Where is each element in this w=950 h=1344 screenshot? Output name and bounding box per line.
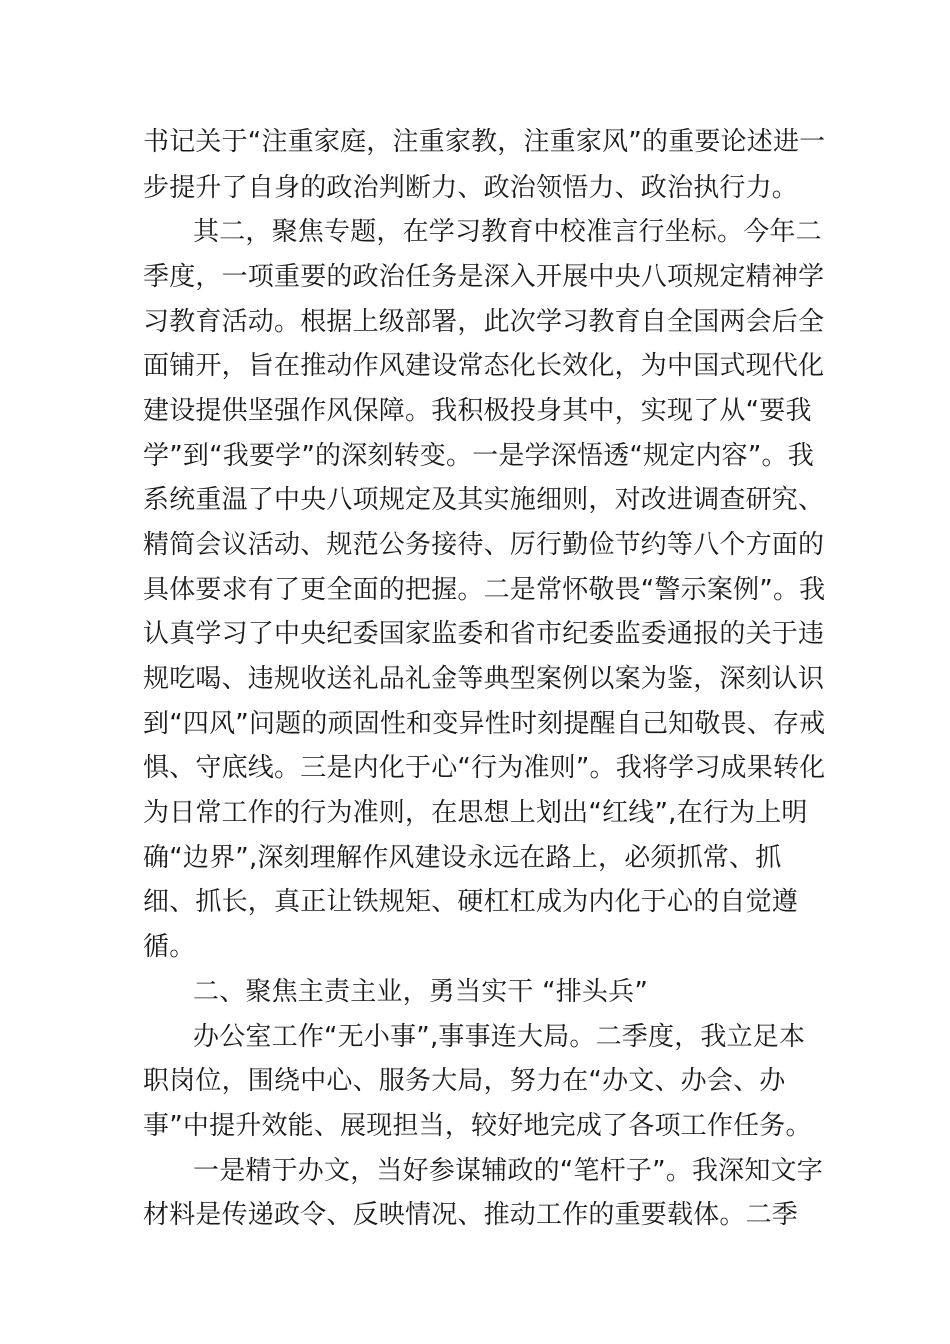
paragraph-start-line: 一是精于办文，当好参谋辅政的“笔杆子”。我深知文字 <box>193 1156 823 1186</box>
text-line: 为日常工作的行为准则，在思想上划出“红线”,在行为上明 <box>143 798 808 828</box>
text-line: 认真学习了中央纪委国家监委和省市纪委监委通报的关于违 <box>143 619 825 649</box>
text-line: 循。 <box>143 932 196 962</box>
paragraph-start-line: 办公室工作“无小事”,事事连大局。二季度，我立足本 <box>193 1022 806 1052</box>
text-line: 具体要求有了更全面的把握。二是常怀敬畏“警示案例”。我 <box>143 575 826 605</box>
text-line: 建设提供坚强作风保障。我积极投身其中，实现了从“要我 <box>143 396 812 426</box>
text-line: 惧、守底线。三是内化于心“行为准则”。我将学习成果转化 <box>143 753 826 783</box>
text-line: 职岗位，围绕中心、服务大局，努力在“办文、办会、办 <box>143 1066 786 1096</box>
text-line: 确“边界”,深刻理解作风建设永远在路上，必须抓常、抓 <box>143 843 782 873</box>
text-line: 系统重温了中央八项规定及其实施细则，对改进调查研究、 <box>143 485 825 515</box>
text-line: 习教育活动。根据上级部署，此次学习教育自全国两会后全 <box>143 307 825 337</box>
text-line: 面铺开，旨在推动作风建设常态化长效化，为中国式现代化 <box>143 351 825 381</box>
text-line: 到“四风”问题的顽固性和变异性时刻提醒自己知敬畏、存戒 <box>143 709 826 739</box>
text-line: 季度，一项重要的政治任务是深入开展中央八项规定精神学 <box>143 262 825 292</box>
text-line: 材料是传递政令、反映情况、推动工作的重要载体。二季 <box>143 1200 799 1230</box>
text-line: 规吃喝、违规收送礼品礼金等典型案例以案为鉴，深刻认识 <box>143 664 825 694</box>
text-line: 步提升了自身的政治判断力、政治领悟力、政治执行力。 <box>143 173 799 203</box>
text-line: 书记关于“注重家庭，注重家教，注重家风”的重要论述进一 <box>143 127 826 157</box>
text-line: 事”中提升效能、展现担当，较好地完成了各项工作任务。 <box>143 1111 812 1141</box>
text-line: 精简会议活动、规范公务接待、厉行勤俭节约等八个方面的 <box>143 530 825 560</box>
paragraph-start-line: 其二，聚焦专题，在学习教育中校准言行坐标。今年二 <box>193 217 822 247</box>
text-line: 学”到“我要学”的深刻转变。一是学深悟透“规定内容”。我 <box>143 441 814 471</box>
text-line: 细、抓长，真正让铁规矩、硬杠杠成为内化于心的自觉遵 <box>143 887 799 917</box>
section-heading: 二、聚焦主责主业，勇当实干 “排头兵” <box>193 977 649 1007</box>
